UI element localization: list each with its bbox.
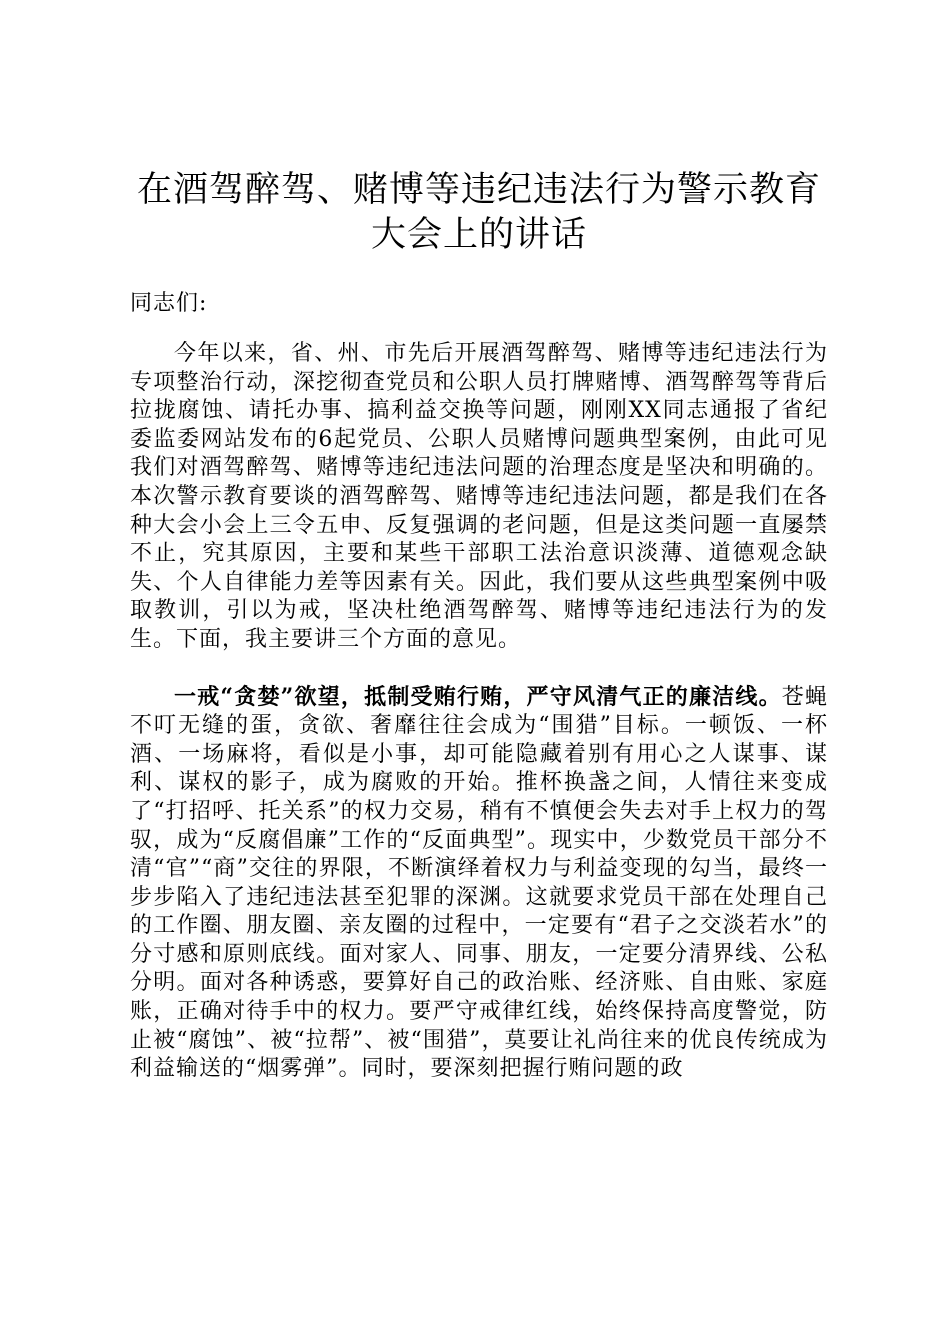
paragraph-text: 今年以来，省、州、市先后开展酒驾醉驾、赌博等违纪违法行为专项整治行动，深挖彻查党员和公职人员打牌赌博、酒驾醉驾等背后拉拢腐蚀、请托办事、搞利益交换等问题，刚刚XX同志通报了省纪委监委网站发布的6起党员、公职人员赌博问题典型案例，由此可见我们对酒驾醉驾、赌博等违纪违法问题的治理态度是坚决和明确的。本次警示教育要谈的酒驾醉驾、赌博等违纪违法问题，都是我们在各种大会小会上三令五申、反复强调的老问题，但是这类问题一直屡禁不止，究其原因，主要和某些干部职工法治意识淡薄、道德观念缺失、个人自律能力差等因素有关。因此，我们要从这些典型案例中吸取教训，引以为戒，坚决杜绝酒驾醉驾、赌博等违纪违法行为的发生。下面，我主要讲三个方面的意见。 bbox=[130, 341, 828, 652]
document-page bbox=[130, 168, 828, 1084]
paragraph-intro bbox=[130, 340, 828, 655]
paragraph-text: 苍蝇不叮无缝的蛋，贪欲、奢靡往往会成为“围猎”目标。一顿饭、一杯酒、一场麻将，看似是小事，却可能隐藏着别有用心之人谋事、谋利、谋权的影子，成为腐败的开始。推杯换盏之间，人情往来变成了“打招呼、托关系”的权力交易，稍有不慎便会失去对手上权力的驾驭，成为“反腐倡廉”工作的“反面典型”。现实中，少数党员干部分不清“官”“商”交往的界限，不断演绎着权力与利益变现的勾当，最终一步步陷入了违纪违法甚至犯罪的深渊。这就要求党员干部在处理自己的工作圈、朋友圈、亲友圈的过程中，一定要有“君子之交淡若水”的分寸感和原则底线。面对家人、同事、朋友，一定要分清界线、公私分明。面对各种诱惑，要算好自己的政治账、经济账、自由账、家庭账，正确对待手中的权力。要严守戒律红线，始终保持高度警觉，防止被“腐蚀”、被“拉帮”、被“围猎”，莫要让礼尚往来的优良传统成为利益输送的“烟雾弹”。同时，要深刻把握行贿问题的政 bbox=[130, 684, 828, 1082]
document-title: 在酒驾醉驾、赌博等违纪违法行为警示教育大会上的讲话 bbox=[136, 170, 821, 255]
paragraph-section-one bbox=[130, 683, 828, 1084]
salutation: 同志们: bbox=[130, 291, 208, 316]
section-heading: 一戒“贪婪”欲望，抵制受贿行贿，严守风清气正的廉洁线。 bbox=[174, 683, 782, 710]
